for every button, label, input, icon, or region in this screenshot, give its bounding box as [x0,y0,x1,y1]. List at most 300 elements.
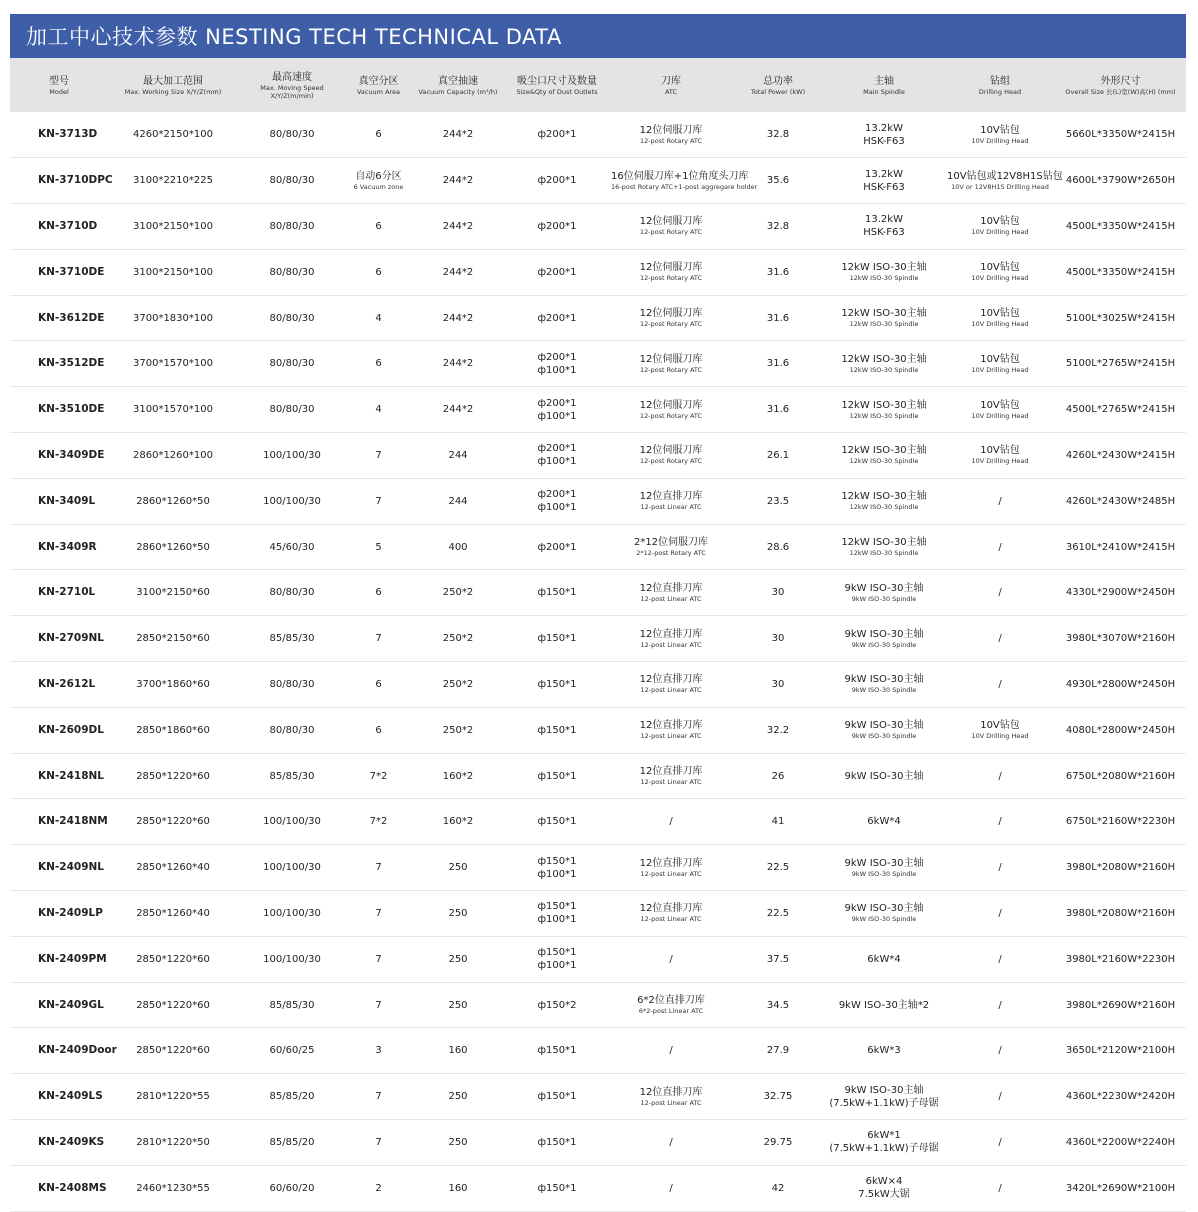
atc-cell-line2: 12-post Rotary ATC [639,365,703,374]
atc-cell [609,891,733,937]
total-power-cell: 23.5 [766,495,790,507]
spindle-cell-line1: 13.2kW [865,122,903,134]
vacuum-area-cell-line1: 4 [375,312,382,324]
model-cell: KN-3510DE [38,403,105,416]
speed-cell: 60/60/20 [269,1182,315,1194]
model-cell: KN-2409Door [38,1044,117,1057]
atc-cell-line1: 12位直排刀库 [639,491,703,503]
table-row [10,891,1186,937]
atc-cell-line1: 12位直排刀库 [639,720,703,732]
atc-cell-line1: 16位伺服刀库+1位角度头刀库 [611,170,749,182]
overall-size-cell: 3980L*2690W*2160H [1065,999,1176,1011]
table-row [10,707,1186,753]
overall-size-cell: 4260L*2430W*2415H [1065,449,1176,461]
overall-size-cell: 6750L*2160W*2230H [1065,816,1176,828]
atc-cell [609,158,758,204]
spindle-cell [823,1120,945,1166]
spindle-cell-line1: 9kW ISO-30主轴 [844,628,924,640]
dust-outlet-cell-line1: ф200*1 [537,175,577,187]
vacuum-area-cell-line1: 6 [375,358,382,370]
atc-cell [609,570,733,616]
column-header [411,58,505,112]
drilling-head-cell-line1: / [998,999,1002,1011]
atc-cell [609,387,733,433]
column-header [505,58,609,112]
speed-cell: 85/85/30 [269,770,315,782]
atc-cell-line2: 12-post Rotary ATC [639,228,703,237]
spindle-cell [823,616,945,662]
vacuum-capacity-cell: 400 [448,541,468,553]
spindle-cell-line1: 13.2kW [865,168,903,180]
dust-outlet-cell [505,662,609,708]
dust-outlet-cell-line1: ф150*1 [537,816,577,828]
drilling-head-cell-line1: / [998,862,1002,874]
drilling-head-cell [945,478,1055,524]
model-cell: KN-2409LS [38,1090,103,1103]
vacuum-area-cell [346,387,411,433]
total-power-cell: 31.6 [766,266,790,278]
working-size-cell: 2850*1220*60 [136,816,210,828]
atc-cell [609,112,733,158]
vacuum-capacity-cell: 244*2 [442,358,474,370]
working-size-cell: 3100*1570*100 [133,404,213,416]
overall-size-cell: 4360L*2230W*2420H [1065,1091,1176,1103]
drilling-head-cell-line1: / [998,953,1002,965]
working-size-cell: 2860*1260*50 [136,495,210,507]
total-power-cell: 32.2 [766,724,790,736]
atc-cell-line1: 12位直排刀库 [639,674,703,686]
total-power-cell: 26 [771,770,785,782]
speed-cell: 85/85/30 [269,999,315,1011]
total-power-cell: 31.6 [766,312,790,324]
vacuum-capacity-cell: 244*2 [442,129,474,141]
working-size-cell: 2850*1220*60 [136,1045,210,1057]
drilling-head-cell [945,433,1055,479]
vacuum-area-cell [346,753,411,799]
atc-cell-line1: / [669,1136,673,1148]
spindle-cell-line2: 9kW ISO-30 Spindle [851,640,917,649]
spec-table [10,58,1186,1212]
table-row [10,295,1186,341]
model-cell: KN-2418NM [38,815,108,828]
drilling-head-cell [945,982,1055,1028]
column-header [945,58,1055,112]
spindle-cell [823,1028,945,1074]
vacuum-capacity-cell: 250 [448,907,468,919]
column-header-en: Overall Size 长(L)宽(W)高(H) (mm) [1065,87,1176,96]
atc-cell-line1: 12位伺服刀库 [639,262,703,274]
dust-outlet-cell [505,433,609,479]
overall-size-cell: 4330L*2900W*2450H [1065,587,1176,599]
spindle-cell-line2: 12kW ISO-30 Spindle [849,549,919,558]
dust-outlet-cell [505,524,609,570]
dust-outlet-cell-line1: ф150*1 [537,855,577,867]
column-header-en: Size&Qty of Dust Outlets [516,87,598,96]
atc-cell [609,845,733,891]
drilling-head-cell [945,845,1055,891]
speed-cell: 80/80/30 [269,587,315,599]
spindle-cell [823,570,945,616]
dust-outlet-cell-line1: ф150*1 [537,901,577,913]
page-title: 加工中心技术参数 NESTING TECH TECHNICAL DATA [26,25,562,49]
column-header [238,58,346,112]
dust-outlet-cell [505,570,609,616]
atc-cell-line1: / [669,816,673,828]
dust-outlet-cell-line1: ф150*2 [537,999,577,1011]
vacuum-area-cell [346,799,411,845]
speed-cell: 85/85/30 [269,633,315,645]
spindle-cell-line2: 12kW ISO-30 Spindle [849,503,919,512]
column-header [733,58,823,112]
speed-cell: 100/100/30 [263,816,321,828]
total-power-cell: 32.8 [766,129,790,141]
spindle-cell-line1: 6kW*1 [867,1130,901,1142]
drilling-head-cell [945,1120,1055,1166]
working-size-cell: 2810*1220*55 [136,1091,210,1103]
spindle-cell-line1: 12kW ISO-30主轴 [841,445,927,457]
model-cell: KN-2408MS [38,1181,107,1194]
drilling-head-cell [945,295,1055,341]
dust-outlet-cell [505,753,609,799]
atc-cell [609,478,733,524]
drilling-head-cell-line1: 10V钻包 [980,262,1020,274]
dust-outlet-cell [505,707,609,753]
vacuum-area-cell [346,433,411,479]
vacuum-area-cell [346,158,411,204]
working-size-cell: 2850*1260*40 [136,907,210,919]
vacuum-area-cell-line1: 7 [375,495,382,507]
working-size-cell: 2860*1260*100 [133,449,213,461]
working-size-cell: 3100*2150*60 [136,587,210,599]
vacuum-area-cell [346,707,411,753]
speed-cell: 80/80/30 [269,724,315,736]
drilling-head-cell [945,936,1055,982]
table-row [10,982,1186,1028]
speed-cell: 100/100/30 [263,449,321,461]
overall-size-cell: 5660L*3350W*2415H [1065,129,1176,141]
column-header-en: Max. Moving Speed X/Y/Z(m/min) [260,83,324,100]
dust-outlet-cell [505,295,609,341]
vacuum-area-cell [346,570,411,616]
overall-size-cell: 3650L*2120W*2100H [1065,1045,1176,1057]
spindle-cell-line2: HSK-F63 [863,227,905,239]
atc-cell [609,249,733,295]
speed-cell: 80/80/30 [269,220,315,232]
drilling-head-cell [945,158,1063,204]
column-header-zh: 型号 [49,75,69,87]
vacuum-area-cell-line1: 7 [375,1091,382,1103]
drilling-head-cell-line1: 10V钻包 [980,399,1020,411]
column-header [609,58,733,112]
total-power-cell: 37.5 [766,953,790,965]
speed-cell: 80/80/30 [269,358,315,370]
vacuum-area-cell-line1: 7*2 [369,816,388,828]
total-power-cell: 32.75 [763,1091,793,1103]
atc-cell-line1: 12位伺服刀库 [639,445,703,457]
working-size-cell: 3100*2210*225 [133,175,213,187]
spindle-cell [823,387,945,433]
model-cell: KN-3409DE [38,448,105,461]
vacuum-capacity-cell: 250 [448,1136,468,1148]
overall-size-cell: 4080L*2800W*2450H [1065,724,1176,736]
vacuum-area-cell-line1: 7 [375,1136,382,1148]
column-header [1055,58,1186,112]
overall-size-cell: 4930L*2800W*2450H [1065,678,1176,690]
column-header-zh: 真空分区 [358,75,399,87]
drilling-head-cell [945,1165,1055,1211]
working-size-cell: 3100*2150*100 [133,266,213,278]
vacuum-area-cell-line2: 6 Vacuum zone [353,182,404,191]
drilling-head-cell [945,249,1055,295]
atc-cell [609,662,733,708]
spindle-cell [823,936,945,982]
vacuum-area-cell [346,1028,411,1074]
model-cell: KN-3409R [38,540,97,553]
table-row [10,387,1186,433]
atc-cell-line1: / [669,953,673,965]
total-power-cell: 31.6 [766,404,790,416]
model-cell: KN-2409KS [38,1135,105,1148]
vacuum-area-cell [346,616,411,662]
overall-size-cell: 3980L*2080W*2160H [1065,907,1176,919]
spindle-cell [823,662,945,708]
spindle-cell [823,478,945,524]
drilling-head-cell-line1: / [998,495,1002,507]
overall-size-cell: 5100L*2765W*2415H [1065,358,1176,370]
column-header [108,58,238,112]
table-row [10,1028,1186,1074]
drilling-head-cell-line1: / [998,1136,1002,1148]
spindle-cell [823,295,945,341]
drilling-head-cell-line1: / [998,1182,1002,1194]
atc-cell-line2: 12-post Rotary ATC [639,136,703,145]
spindle-cell [823,707,945,753]
spindle-cell-line2: (7.5kW+1.1kW)子母锯 [829,1143,939,1155]
dust-outlet-cell-line1: ф200*1 [537,312,577,324]
atc-cell-line2: 16-post Rotary ATC+1-post aggregare holder [611,182,758,191]
vacuum-area-cell-line1: 7 [375,449,382,461]
model-cell: KN-2409PM [38,952,107,965]
vacuum-capacity-cell: 160*2 [442,770,474,782]
atc-cell-line2: 12-post Linear ATC [640,686,702,695]
spindle-cell-line1: 12kW ISO-30主轴 [841,262,927,274]
spindle-cell-line1: 12kW ISO-30主轴 [841,537,927,549]
spindle-cell-line1: 9kW ISO-30主轴 [844,903,924,915]
total-power-cell: 27.9 [766,1045,790,1057]
dust-outlet-cell-line1: ф200*1 [537,129,577,141]
model-cell: KN-3512DE [38,357,105,370]
total-power-cell: 42 [771,1182,785,1194]
vacuum-area-cell [346,982,411,1028]
speed-cell: 80/80/30 [269,175,315,187]
working-size-cell: 2810*1220*50 [136,1136,210,1148]
dust-outlet-cell-line1: ф200*1 [537,489,577,501]
spindle-cell [823,433,945,479]
vacuum-area-cell [346,936,411,982]
dust-outlet-cell-line2: ф100*1 [537,364,577,376]
column-header [823,58,945,112]
dust-outlet-cell-line1: ф200*1 [537,220,577,232]
table-row [10,158,1186,204]
vacuum-area-cell-line1: 7 [375,953,382,965]
spindle-cell-line1: 6kW×4 [865,1176,903,1188]
vacuum-capacity-cell: 250 [448,862,468,874]
atc-cell-line2: 2*12-post Rotary ATC [636,549,706,558]
drilling-head-cell-line1: 10V钻包 [980,308,1020,320]
vacuum-capacity-cell: 160*2 [442,816,474,828]
drilling-head-cell-line1: / [998,907,1002,919]
dust-outlet-cell [505,112,609,158]
table-row [10,249,1186,295]
atc-cell-line1: 12位伺服刀库 [639,353,703,365]
table-row [10,845,1186,891]
vacuum-capacity-cell: 244*2 [442,220,474,232]
vacuum-area-cell-line1: 6 [375,587,382,599]
speed-cell: 85/85/20 [269,1136,315,1148]
vacuum-area-cell [346,524,411,570]
table-row [10,753,1186,799]
vacuum-area-cell-line1: 6 [375,724,382,736]
speed-cell: 45/60/30 [269,541,315,553]
vacuum-area-cell [346,204,411,250]
drilling-head-cell [945,891,1055,937]
speed-cell: 80/80/30 [269,312,315,324]
vacuum-capacity-cell: 250*2 [442,587,474,599]
atc-cell [609,295,733,341]
vacuum-capacity-cell: 250 [448,999,468,1011]
spindle-cell-line1: 12kW ISO-30主轴 [841,399,927,411]
speed-cell: 60/60/25 [269,1045,315,1057]
table-row [10,1165,1186,1211]
vacuum-area-cell [346,1074,411,1120]
drilling-head-cell-line1: / [998,1045,1002,1057]
drilling-head-cell [945,753,1055,799]
table-row [10,799,1186,845]
dust-outlet-cell [505,204,609,250]
speed-cell: 80/80/30 [269,678,315,690]
overall-size-cell: 5100L*3025W*2415H [1065,312,1176,324]
drilling-head-cell-line2: 10V Drilling Head [971,228,1029,237]
dust-outlet-cell [505,341,609,387]
spindle-cell-line2: (7.5kW+1.1kW)子母锯 [829,1097,939,1109]
spindle-cell-line1: 6kW*4 [867,953,901,965]
dust-outlet-cell-line1: ф200*1 [537,266,577,278]
drilling-head-cell-line2: 10V Drilling Head [971,365,1029,374]
atc-cell [609,799,733,845]
drilling-head-cell [945,1028,1055,1074]
vacuum-area-cell-line1: 4 [375,404,382,416]
column-header-en: Max. Working Size X/Y/Z(mm) [124,87,222,96]
spindle-cell-line1: 12kW ISO-30主轴 [841,353,927,365]
vacuum-area-cell [346,341,411,387]
atc-cell-line1: 12位伺服刀库 [639,124,703,136]
overall-size-cell: 3980L*2080W*2160H [1065,862,1176,874]
model-cell: KN-2609DL [38,723,104,736]
spindle-cell-line2: 12kW ISO-30 Spindle [849,411,919,420]
drilling-head-cell-line1: / [998,816,1002,828]
spindle-cell [823,982,945,1028]
vacuum-area-cell [346,662,411,708]
speed-cell: 100/100/30 [263,862,321,874]
model-cell: KN-2409LP [38,906,103,919]
drilling-head-cell [945,204,1055,250]
vacuum-area-cell-line1: 5 [375,541,382,553]
vacuum-area-cell [346,1165,411,1211]
atc-cell [609,1074,733,1120]
atc-cell-line2: 12-post Rotary ATC [639,274,703,283]
vacuum-area-cell-line1: 7 [375,907,382,919]
vacuum-capacity-cell: 250*2 [442,678,474,690]
atc-cell-line2: 12-post Linear ATC [640,778,702,787]
dust-outlet-cell [505,1074,609,1120]
total-power-cell: 35.6 [766,175,790,187]
speed-cell: 80/80/30 [269,266,315,278]
vacuum-area-cell-line1: 7 [375,633,382,645]
drilling-head-cell-line2: 10V Drilling Head [971,411,1029,420]
spindle-cell [823,249,945,295]
total-power-cell: 29.75 [763,1136,793,1148]
vacuum-area-cell [346,1120,411,1166]
drilling-head-cell-line1: / [998,541,1002,553]
drilling-head-cell [945,616,1055,662]
vacuum-capacity-cell: 244*2 [442,404,474,416]
dust-outlet-cell [505,616,609,662]
column-header-zh: 最高速度 [272,71,312,83]
spindle-cell-line1: 12kW ISO-30主轴 [841,491,927,503]
drilling-head-cell [945,387,1055,433]
vacuum-capacity-cell: 244*2 [442,312,474,324]
atc-cell-line1: 2*12位伺服刀库 [633,537,709,549]
dust-outlet-cell-line1: ф150*1 [537,1182,577,1194]
dust-outlet-cell-line1: ф150*1 [537,1091,577,1103]
column-header-en: Model [49,87,69,96]
working-size-cell: 2850*1260*40 [136,862,210,874]
spindle-cell-line2: 9kW ISO-30 Spindle [851,594,917,603]
vacuum-area-cell-line1: 7 [375,862,382,874]
drilling-head-cell [945,662,1055,708]
overall-size-cell: 3980L*2160W*2230H [1065,953,1176,965]
total-power-cell: 22.5 [766,862,790,874]
working-size-cell: 2860*1260*50 [136,541,210,553]
dust-outlet-cell-line2: ф100*1 [537,502,577,514]
spindle-cell-line1: 9kW ISO-30主轴 [844,582,924,594]
total-power-cell: 30 [771,633,785,645]
vacuum-area-cell [346,112,411,158]
dust-outlet-cell-line1: ф150*1 [537,724,577,736]
column-header-en: Main Spindle [863,87,905,96]
atc-cell [609,1120,733,1166]
spindle-cell [823,341,945,387]
column-header-zh: 主轴 [874,75,894,87]
working-size-cell: 3100*2150*100 [133,220,213,232]
table-header [10,58,1186,112]
spindle-cell [823,891,945,937]
working-size-cell: 3700*1830*100 [133,312,213,324]
drilling-head-cell-line1: 10V钻包或12V8H1S钻包 [947,170,1063,182]
dust-outlet-cell [505,1120,609,1166]
table-body [10,112,1186,1211]
vacuum-capacity-cell: 160 [448,1182,468,1194]
atc-cell [609,341,733,387]
header-row [10,58,1186,112]
speed-cell: 100/100/30 [263,907,321,919]
dust-outlet-cell [505,891,609,937]
table-row [10,616,1186,662]
total-power-cell: 28.6 [766,541,790,553]
spindle-cell-line2: 9kW ISO-30 Spindle [851,869,917,878]
drilling-head-cell-line1: 10V钻包 [980,216,1020,228]
column-header-zh: 刀库 [661,75,681,87]
